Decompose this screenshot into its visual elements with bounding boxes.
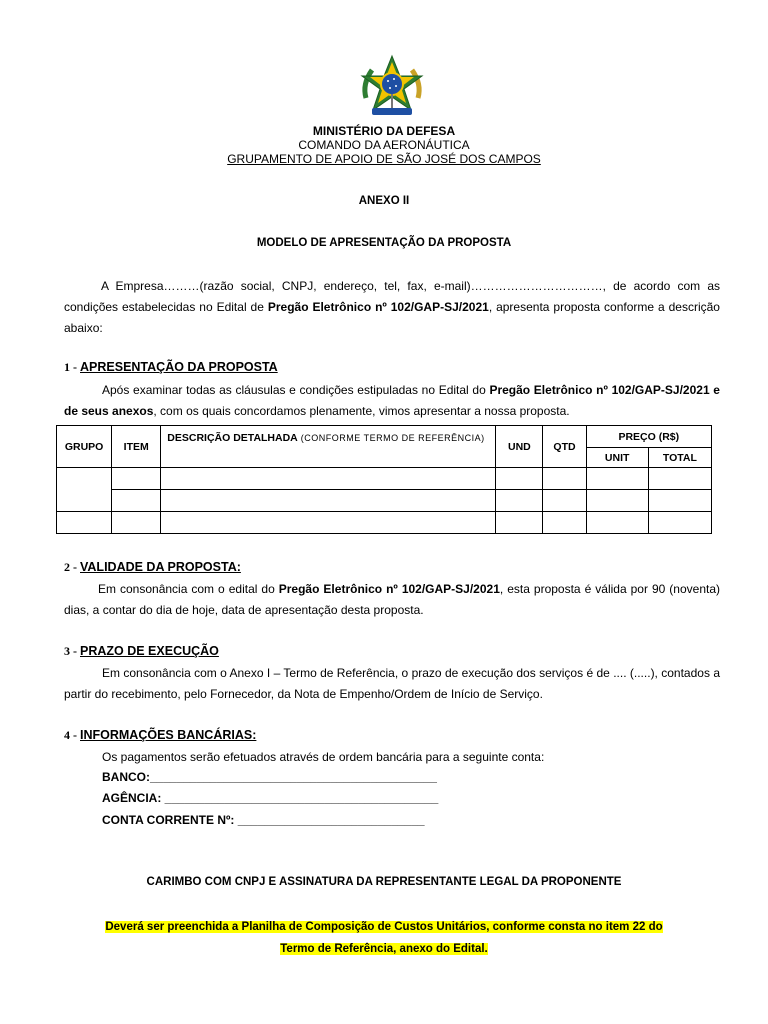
table-row xyxy=(57,468,712,490)
column-header-total: TOTAL xyxy=(648,448,711,468)
bank-intro-text: Os pagamentos serão efetuados através de ordem bancária para a seguinte conta: xyxy=(102,750,545,764)
column-header-qtd: QTD xyxy=(543,426,586,468)
intro-text-a: A Empresa………(razão social, CNPJ, endereço, tel, fax, e-mail)……………………………, de acordo com as condições estabelecidas no Edital de xyxy=(64,279,720,314)
table-cell xyxy=(543,490,586,512)
table-cell xyxy=(112,468,161,490)
signature-instruction: CARIMBO COM CNPJ E ASSINATURA DA REPRESENTANTE LEGAL DA PROPONENTE xyxy=(146,876,622,888)
section-4-number: 4 - xyxy=(64,728,80,742)
column-header-item: ITEM xyxy=(112,426,161,468)
section-1-paragraph xyxy=(64,380,720,422)
coat-of-arms-emblem xyxy=(356,54,428,118)
section-2-paragraph xyxy=(64,579,720,621)
table-cell xyxy=(161,490,496,512)
ministry-heading: MINISTÉRIO DA DEFESA xyxy=(312,124,456,138)
table-cell xyxy=(161,512,496,534)
section-2-text-b: Pregão Eletrônico nº 102/GAP-SJ/2021 xyxy=(278,582,500,596)
table-cell xyxy=(112,512,161,534)
table-row xyxy=(57,490,712,512)
annex-title: ANEXO II xyxy=(358,195,410,207)
descricao-bold: DESCRIÇÃO DETALHADA xyxy=(167,432,298,444)
account-field: CONTA CORRENTE Nº: ____________________________ xyxy=(102,813,425,827)
section-4-title: INFORMAÇÕES BANCÁRIAS: xyxy=(80,728,257,742)
intro-text-c: , apresenta proposta conforme a descrição abaixo: xyxy=(64,300,720,335)
section-1-text-c: , com os quais concordamos plenamente, vimos apresentar a nossa proposta. xyxy=(153,404,570,418)
table-cell xyxy=(648,490,711,512)
agency-field: AGÊNCIA: _________________________________________ xyxy=(102,791,439,805)
column-header-grupo: GRUPO xyxy=(57,426,112,468)
bank-field: BANCO:___________________________________________ xyxy=(102,770,437,784)
section-3-number: 3 - xyxy=(64,644,80,658)
command-heading: COMANDO DA AERONÁUTICA xyxy=(298,138,470,152)
table-cell xyxy=(57,512,112,534)
section-1-text-b: Pregão Eletrônico nº 102/GAP-SJ/2021 e de seus anexos xyxy=(64,383,720,418)
descricao-rest: (CONFORME TERMO DE REFERÊNCIA) xyxy=(297,433,485,443)
column-header-descricao xyxy=(161,426,496,468)
section-3-paragraph: Em consonância com o Anexo I – Termo de Referência, o prazo de execução dos serviços é de .... (.....), contados a partir do recebimento, pelo Fornecedor, da Nota de Empenho/Ordem de Início de Serviço. xyxy=(64,666,720,701)
table-cell xyxy=(112,490,161,512)
highlighted-note xyxy=(0,916,768,960)
table-cell xyxy=(586,512,648,534)
section-1-number: 1 - xyxy=(64,360,80,374)
section-2-text-a: Em consonância com o edital do xyxy=(98,582,279,596)
table-cell xyxy=(543,512,586,534)
table-cell xyxy=(496,468,543,490)
table-cell xyxy=(57,468,112,512)
table-cell xyxy=(161,468,496,490)
table-cell xyxy=(496,490,543,512)
section-3-heading xyxy=(64,644,219,659)
column-header-und: UND xyxy=(496,426,543,468)
table-cell xyxy=(586,468,648,490)
section-1-heading xyxy=(64,360,278,375)
column-header-preco: PREÇO (R$) xyxy=(586,426,711,448)
group-heading: GRUPAMENTO DE APOIO DE SÃO JOSÉ DOS CAMPOS xyxy=(227,152,541,166)
section-2-heading xyxy=(64,560,241,575)
section-3-title: PRAZO DE EXECUÇÃO xyxy=(80,644,219,658)
table-cell xyxy=(586,490,648,512)
section-1-text-a: Após examinar todas as cláusulas e condições estipuladas no Edital do xyxy=(102,383,490,397)
section-1-title: APRESENTAÇÃO DA PROPOSTA xyxy=(80,360,278,374)
note-line-2: Termo de Referência, anexo do Edital. xyxy=(280,943,488,955)
intro-paragraph xyxy=(64,276,720,339)
table-cell xyxy=(648,512,711,534)
section-2-title: VALIDADE DA PROPOSTA: xyxy=(80,560,241,574)
table-cell xyxy=(496,512,543,534)
table-row xyxy=(57,512,712,534)
document-title: MODELO DE APRESENTAÇÃO DA PROPOSTA xyxy=(256,237,512,249)
proposal-table xyxy=(56,425,712,534)
intro-text-b: Pregão Eletrônico nº 102/GAP-SJ/2021 xyxy=(267,300,489,314)
section-2-number: 2 - xyxy=(64,560,80,574)
column-header-unit: UNIT xyxy=(586,448,648,468)
note-line-1: Deverá ser preenchida a Planilha de Composição de Custos Unitários, conforme consta no item 22 do xyxy=(105,921,663,933)
section-4-heading xyxy=(64,728,256,743)
section-2-text-c: , esta proposta é válida por 90 (noventa) dias, a contar do dia de hoje, data de apresentação desta proposta. xyxy=(64,582,721,617)
table-cell xyxy=(648,468,711,490)
table-cell xyxy=(543,468,586,490)
